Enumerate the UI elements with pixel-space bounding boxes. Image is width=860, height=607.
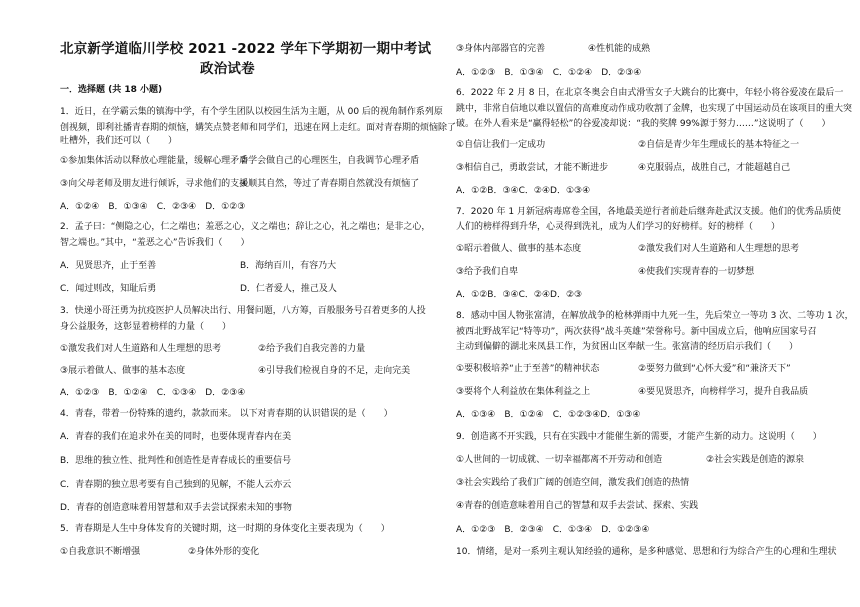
question-9-option-1[interactable]: ①人世间的一切成就、一切幸福都离不开劳动和创造 bbox=[456, 455, 663, 465]
question-2-option-c[interactable]: C．闻过则改，知耻后勇 bbox=[60, 284, 157, 294]
question-2-option-b[interactable]: B．海纳百川，有容乃大 bbox=[240, 261, 337, 271]
question-3-option-2[interactable]: ②给予我们自我完善的力量 bbox=[258, 344, 366, 354]
page-subtitle: 政治试卷 bbox=[200, 61, 255, 77]
question-7-option-3[interactable]: ③给予我们自卑 bbox=[456, 267, 519, 277]
question-3-stem-line-1: 3．快递小哥汪勇为抗疫医护人员解决出行、用餐问题，八方筹，百般服务号召着更多的人投 bbox=[60, 306, 426, 316]
question-8-stem-line-1: 8．感动中国人物张富清，在解放战争的枪林弹雨中九死一生，先后荣立一等功 3 次、二等功 1 次， bbox=[456, 311, 854, 321]
question-8-option-2[interactable]: ②要努力做到“心怀大爱”和“兼济天下” bbox=[638, 364, 791, 374]
question-6-option-2[interactable]: ②自信是青少年生理成长的基本特征之一 bbox=[638, 140, 800, 150]
question-5-stem: 5．青春期是人生中身体发育的关键时期，这一时期的身体变化主要表现为（ ） bbox=[60, 524, 390, 534]
question-5-option-3[interactable]: ③身体内部器官的完善 bbox=[456, 44, 546, 54]
question-7-stem-line-2: 人们的榜样得到升华，心灵得到洗礼，成为人们学习的好榜样。好的榜样（ ） bbox=[456, 222, 781, 232]
question-2-option-a[interactable]: A．见贤思齐，止于至善 bbox=[60, 261, 157, 271]
question-6-stem-line-2: 跳中，非常自信地以难以置信的高难度动作成功收割了金牌，也实现了中国运动员在该项目的重大突 bbox=[456, 104, 853, 114]
question-1-stem-line-1: 1．近日，在学霸云集的镇海中学，有个学生团队以校园生活为主题，从 00 后的视角制作系列原 bbox=[60, 107, 443, 117]
question-3-option-1[interactable]: ①激发我们对人生道路和人生理想的思考 bbox=[60, 344, 222, 354]
question-9-option-2[interactable]: ②社会实践是创造的源泉 bbox=[706, 455, 805, 465]
question-1-option-4[interactable]: ④顺其自然，等过了青春期自然就没有烦恼了 bbox=[240, 179, 420, 189]
question-4-stem: 4．青春，带着一份特殊的遗约，款款而来。 以下对青春期的认识错误的是（ ） bbox=[60, 409, 393, 419]
question-3-option-3[interactable]: ③展示着做人、做事的基本态度 bbox=[60, 366, 186, 376]
question-6-option-1[interactable]: ①自信让我们一定成功 bbox=[456, 140, 546, 150]
question-8-option-4[interactable]: ④要见贤思齐，向榜样学习，提升自我品质 bbox=[638, 387, 809, 397]
question-7-stem-line-1: 7．2020 年 1 月新冠病毒席卷全国，各地最美逆行者前赴后继奔赴武汉支援。他们的优秀品质使 bbox=[456, 207, 841, 217]
question-8-answers[interactable]: A．①③④ B．①②④ C．①②③④D．①③④ bbox=[456, 410, 641, 420]
question-1-option-1[interactable]: ①参加集体活动以释放心理能量，缓解心理矛盾 bbox=[60, 156, 249, 166]
question-1-option-2[interactable]: ②学会做自己的心理医生，自我调节心理矛盾 bbox=[240, 156, 420, 166]
question-8-option-1[interactable]: ①要积极培养“止于至善”的精神状态 bbox=[456, 364, 600, 374]
question-5-answers[interactable]: A．①②③ B．①③④ C．①②④ D．②③④ bbox=[456, 68, 642, 78]
question-3-option-4[interactable]: ④引导我们检视自身的不足，走向完美 bbox=[258, 366, 411, 376]
question-3-answers[interactable]: A．①②③ B．①②④ C．①③④ D．②③④ bbox=[60, 388, 246, 398]
question-6-answers[interactable]: A．①②B．③④C．②④D．①③④ bbox=[456, 186, 591, 196]
question-8-option-3[interactable]: ③要将个人利益放在集体利益之上 bbox=[456, 387, 591, 397]
question-1-answers[interactable]: A．①②④ B．①③④ C．②③④ D．①②③ bbox=[60, 202, 246, 212]
question-2-option-d[interactable]: D．仁者爱人，推己及人 bbox=[240, 284, 337, 294]
question-10-stem: 10．情绪，是对一系列主观认知经验的通称，是多种感觉、思想和行为综合产生的心理和生理状 bbox=[456, 547, 837, 557]
question-2-stem-line-1: 2．孟子曰：“侧隐之心，仁之端也；羞恶之心，义之端也；辞让之心，礼之端也；是非之心， bbox=[60, 222, 431, 232]
question-9-option-4[interactable]: ④青春的创造意味着用自己的智慧和双手去尝试、探索、实践 bbox=[456, 501, 699, 511]
question-5-option-4[interactable]: ④性机能的成熟 bbox=[588, 44, 651, 54]
question-8-stem-line-2: 被西北野战军记“特等功”，两次获得“战斗英雄”荣誉称号。新中国成立后，他响应国家号召 bbox=[456, 327, 817, 337]
question-7-option-1[interactable]: ①昭示着做人、做事的基本态度 bbox=[456, 244, 582, 254]
question-4-option-a[interactable]: A．青春的我们在追求外在美的同时，也要体现青春内在美 bbox=[60, 432, 292, 442]
question-9-stem: 9．创造离不开实践，只有在实践中才能催生新的需要，才能产生新的动力。这说明（ ） bbox=[456, 432, 822, 442]
question-6-stem-line-3: 破。在外人看来是“赢得轻松”的谷爱凌却说：“我的奖牌 99%源于努力……”这说明了（ ） bbox=[456, 119, 831, 129]
question-9-option-3[interactable]: ③社会实践给了我们广阔的创造空间，激发我们创造的热情 bbox=[456, 478, 690, 488]
question-1-stem-line-3: 吐槽外，我们还可以（ ） bbox=[60, 136, 178, 146]
section-heading: 一．选择题 (共 18 小题) bbox=[60, 85, 163, 95]
question-5-option-2[interactable]: ②身体外形的变化 bbox=[188, 547, 260, 557]
question-4-option-d[interactable]: D．青春的创造意味着用智慧和双手去尝试探索未知的事物 bbox=[60, 503, 292, 513]
question-6-stem-line-1: 6．2022 年 2 月 8 日，在北京冬奥会自由式滑雪女子大跳台的比赛中，年轻小将谷爱凌在最后一 bbox=[456, 88, 844, 98]
page-title: 北京新学道临川学校 2021 -2022 学年下学期初一期中考试 bbox=[60, 41, 432, 57]
question-7-answers[interactable]: A．①②B．③④C．②④D．②③ bbox=[456, 290, 583, 300]
question-5-option-1[interactable]: ①自我意识不断增强 bbox=[60, 547, 141, 557]
question-1-option-3[interactable]: ③向父母老师及朋友进行倾诉，寻求他们的支援 bbox=[60, 179, 249, 189]
question-7-option-4[interactable]: ④使我们实现青春的一切梦想 bbox=[638, 267, 755, 277]
question-9-answers[interactable]: A．①②③ B．②③④ C．①③④ D．①②③④ bbox=[456, 525, 650, 535]
question-2-stem-line-2: 智之端也。”其中，“羞恶之心”告诉我们（ ） bbox=[60, 238, 250, 248]
question-6-option-4[interactable]: ④克服弱点，战胜自己，才能超越自己 bbox=[638, 163, 791, 173]
question-8-stem-line-3: 主动到偏僻的湖北来凤县工作，为贫困山区奉献一生。张富清的经历启示我们（ ） bbox=[456, 342, 799, 352]
question-1-stem-line-2: 创视频，即利社播青春期的烦恼，媾笑点赞老师和同学们，迅速在网上走红。面对青春期的烦恼除了 bbox=[60, 123, 457, 133]
question-6-option-3[interactable]: ③相信自己，勇敢尝试，才能不断进步 bbox=[456, 163, 609, 173]
question-4-option-b[interactable]: B．思维的独立性、批判性和创造性是青春成长的重要信号 bbox=[60, 456, 292, 466]
question-4-option-c[interactable]: C．青春期的独立思考要有自己独到的见解，不能人云亦云 bbox=[60, 480, 292, 490]
question-3-stem-line-2: 身公益服务，这彰显着榜样的力量（ ） bbox=[60, 322, 232, 332]
question-7-option-2[interactable]: ②激发我们对人生道路和人生理想的思考 bbox=[638, 244, 800, 254]
